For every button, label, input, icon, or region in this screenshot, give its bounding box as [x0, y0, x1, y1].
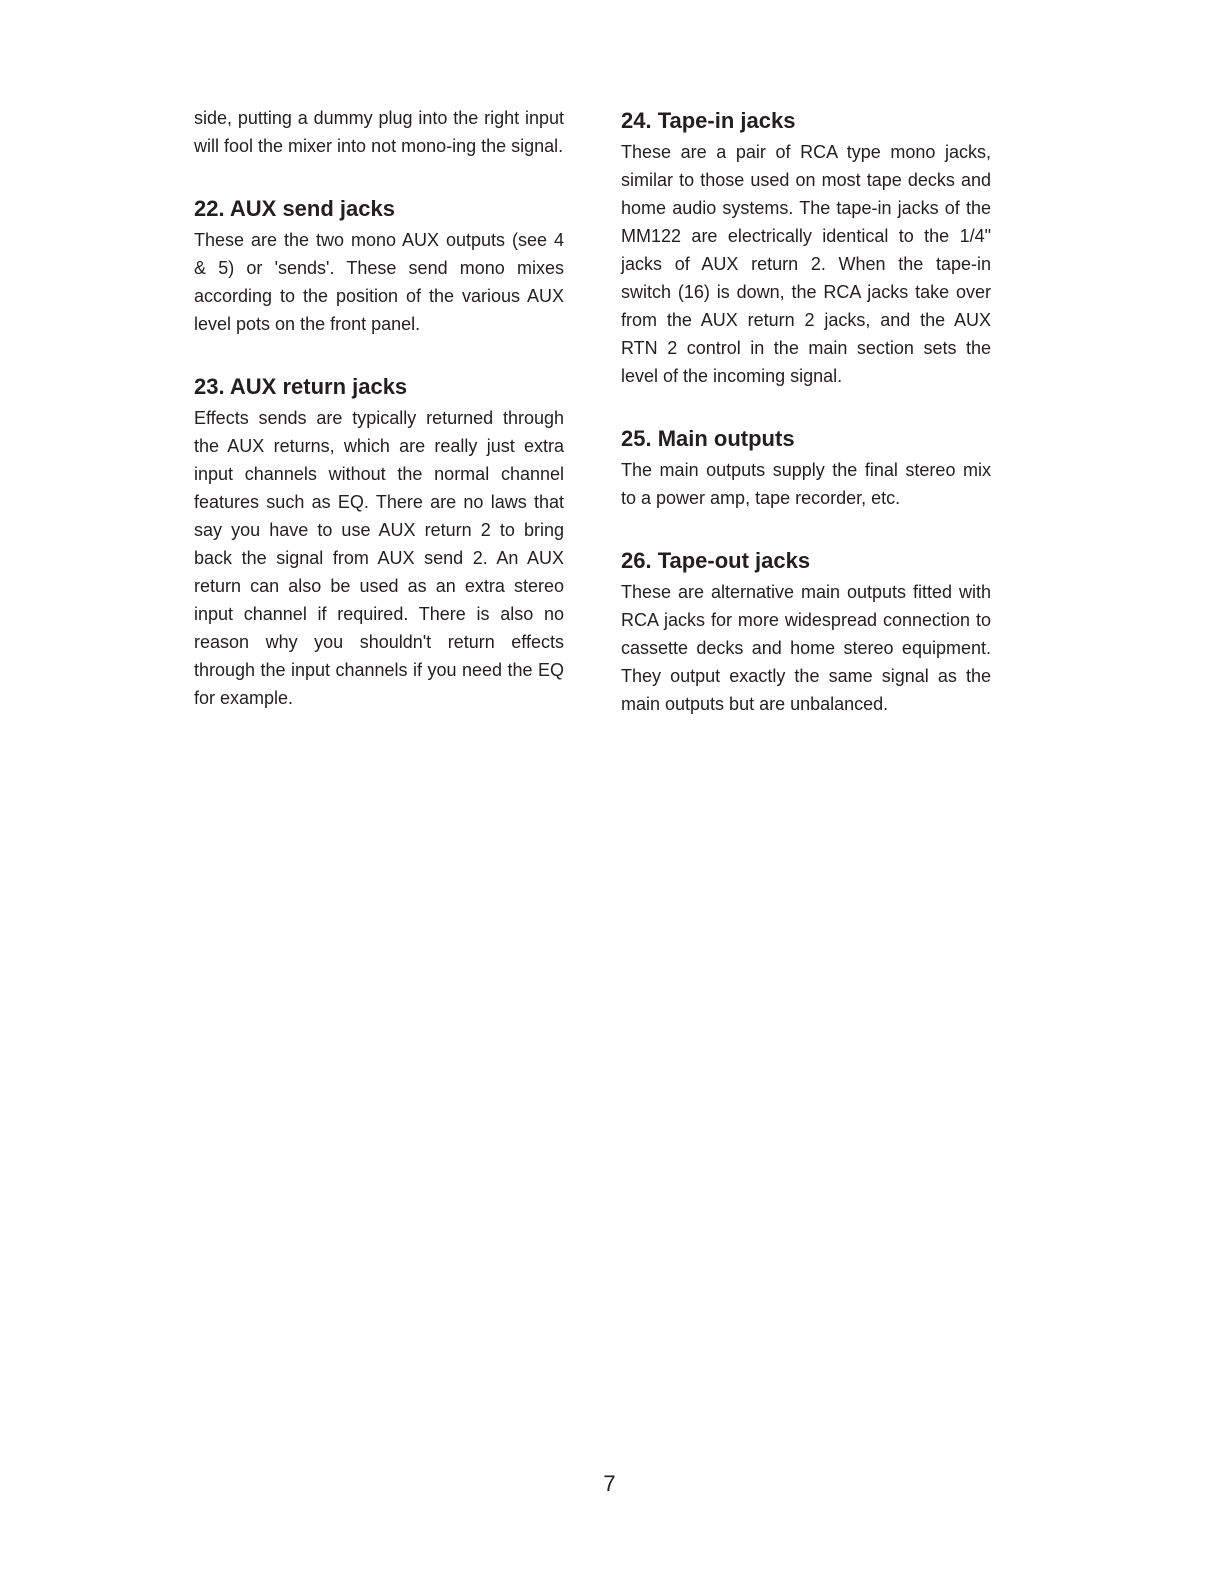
- section-main-outputs: [621, 424, 991, 512]
- section-aux-return-jacks: [194, 372, 564, 712]
- section-aux-send-jacks: [194, 194, 564, 338]
- section-body: The main outputs supply the final stereo mix to a power amp, tape recorder, etc.: [621, 460, 991, 508]
- section-tape-in-jacks: [621, 106, 991, 390]
- continuation-paragraph: side, putting a dummy plug into the right input will fool the mixer into not mono-ing the signal.: [194, 108, 564, 156]
- section-heading: 23. AUX return jacks: [194, 374, 408, 399]
- left-column: [194, 104, 564, 746]
- section-heading: 25. Main outputs: [621, 426, 795, 451]
- section-body: These are a pair of RCA type mono jacks, similar to those used on most tape decks and home audio systems. The tape-in jacks of the MM122 are electrically identical to the 1/4" jacks of AUX return 2. When the tape-in switch (16) is down, the RCA jacks take over from the AUX return 2 jacks, and the AUX RTN 2 control in the main section sets the level of the incoming signal.: [621, 142, 991, 386]
- section-body: These are the two mono AUX outputs (see 4 & 5) or 'sends'. These send mono mixes according to the position of the various AUX level pots on the front panel.: [194, 230, 564, 334]
- section-heading: 24. Tape-in jacks: [621, 108, 796, 133]
- section-heading: 22. AUX send jacks: [194, 196, 395, 221]
- page-number: 7: [603, 1471, 616, 1496]
- right-column: [621, 106, 991, 752]
- section-tape-out-jacks: [621, 546, 991, 718]
- section-body: These are alternative main outputs fitted with RCA jacks for more widespread connection to cassette decks and home stereo equipment. They output exactly the same signal as the main outputs but are unbalanced.: [621, 582, 991, 714]
- section-heading: 26. Tape-out jacks: [621, 548, 811, 573]
- section-body: Effects sends are typically returned through the AUX returns, which are really just extra input channels without the normal channel features such as EQ. There are no laws that say you have to use AUX return 2 to bring back the signal from AUX send 2. An AUX return can also be used as an extra stereo input channel if required. There is also no reason why you shouldn't return effects through the input channels if you need the EQ for example.: [194, 408, 564, 708]
